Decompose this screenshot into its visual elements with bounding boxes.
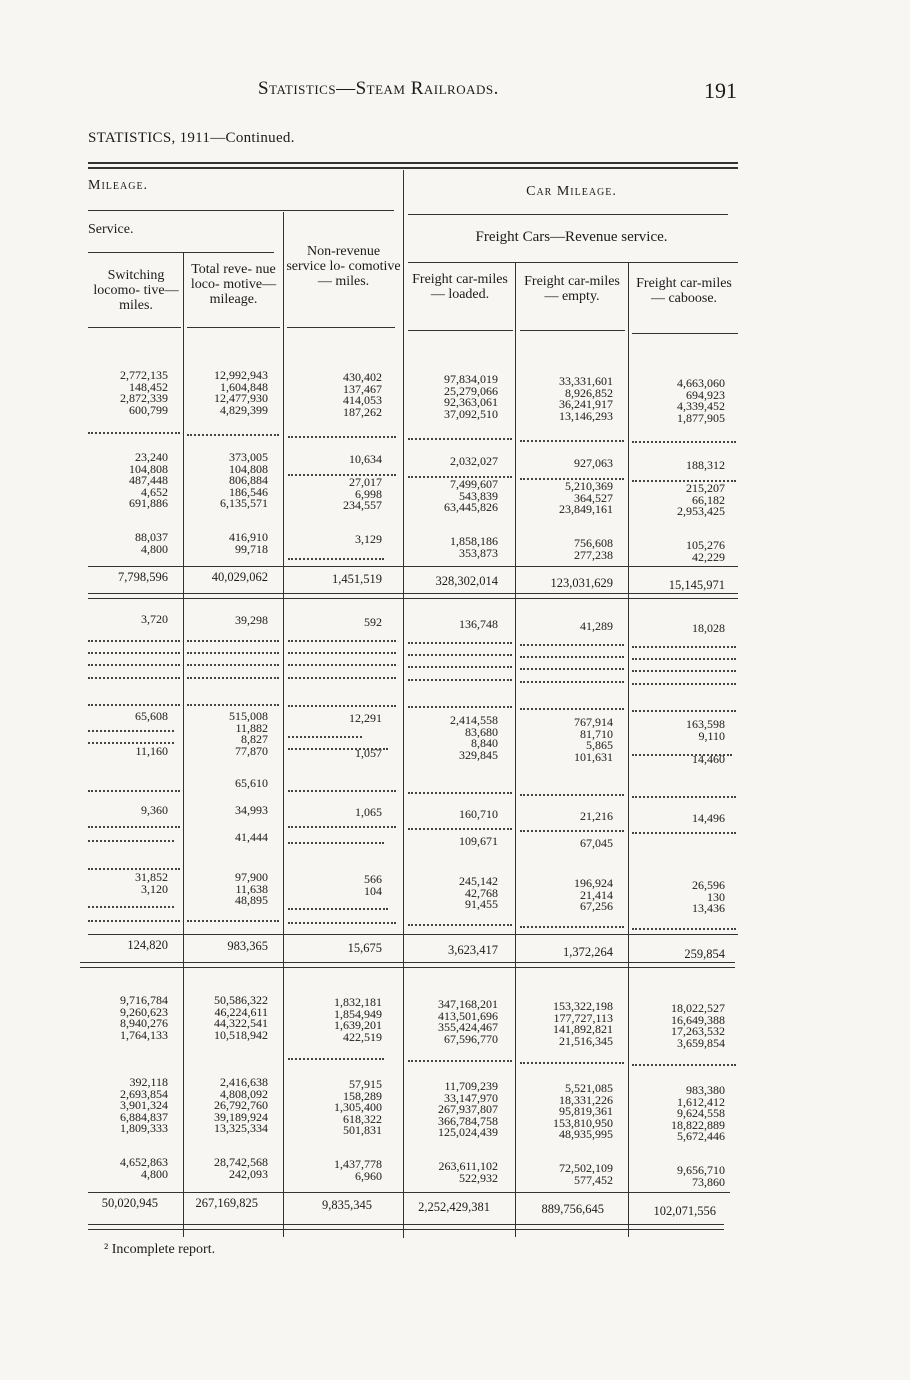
leader-dots <box>520 656 624 658</box>
leader-dots <box>288 677 396 679</box>
table-cell: 10,634 27,017 6,998 234,557 <box>343 452 382 512</box>
leader-dots <box>520 644 624 646</box>
nonrevenue-service-locomotive-miles-header: Non-revenue service lo- comotive— miles. <box>286 244 401 289</box>
table-cell: 1,065 <box>355 805 382 819</box>
table-cell: 21,216 <box>580 809 613 823</box>
header-rule <box>408 330 513 331</box>
total-cell: 15,145,971 <box>668 578 725 592</box>
leader-dots <box>632 480 736 482</box>
table-cell: 263,611,102 522,932 <box>438 1159 498 1185</box>
group-rule <box>80 962 735 963</box>
table-cell: 2,414,558 83,680 8,840 329,845 <box>450 713 498 762</box>
total-cell: 983,365 <box>227 939 268 953</box>
table-cell: 163,598 9,110 14,460 <box>686 717 725 766</box>
leader-dots <box>88 664 180 666</box>
subtotal-rule <box>88 566 738 567</box>
header-rule <box>520 330 625 331</box>
leader-dots <box>187 652 279 654</box>
table-cell: 39,298 <box>235 613 268 627</box>
leader-dots <box>288 640 396 642</box>
table-cell: 2,416,638 4,808,092 26,792,760 39,189,924 13,325,334 <box>214 1075 268 1135</box>
freight-revenue-header: Freight Cars—Revenue service. <box>475 229 668 245</box>
table-cell: 50,586,322 46,224,611 44,322,541 10,518,942 <box>214 993 268 1042</box>
table-cell: 2,772,135 148,452 2,872,339 600,799 <box>120 368 168 417</box>
table-cell: 88,037 4,800 <box>135 530 168 556</box>
column-rule <box>628 262 629 1237</box>
table-cell: 1,858,186 353,873 <box>450 534 498 560</box>
leader-dots <box>520 926 624 928</box>
leader-dots <box>187 704 279 706</box>
leader-dots <box>408 654 512 656</box>
table-cell: 160,710 <box>459 807 498 821</box>
leader-dots <box>632 658 736 660</box>
table-cell: 1,437,778 6,960 <box>334 1157 382 1183</box>
header-rule <box>88 252 274 253</box>
table-cell: 18,028 <box>692 621 725 635</box>
group-rule <box>88 598 738 599</box>
table-cell: 14,496 <box>692 811 725 825</box>
leader-dots <box>520 668 624 670</box>
table-cell: 373,005 104,808 806,884 186,546 6,135,571 <box>220 450 268 510</box>
table-cell: 767,914 81,710 5,865 101,631 <box>574 715 613 764</box>
table-cell: 65,608 11,160 <box>135 709 168 758</box>
total-cell: 15,675 <box>347 941 382 955</box>
leader-dots <box>88 826 180 828</box>
leader-dots <box>88 840 174 842</box>
table-cell: 1,832,181 1,854,949 1,639,201 422,519 <box>334 995 382 1044</box>
table-cell: 41,289 <box>580 619 613 633</box>
leader-dots <box>632 670 736 672</box>
table-top-rule <box>88 162 738 164</box>
leader-dots <box>408 642 512 644</box>
header-rule <box>408 214 728 215</box>
table-cell: 33,331,601 8,926,852 36,241,917 13,146,293 <box>559 374 613 423</box>
leader-dots <box>408 476 512 478</box>
table-bottom-rule <box>88 1229 724 1230</box>
total-cell: 328,302,014 <box>435 574 498 588</box>
leader-dots <box>288 736 362 738</box>
subtotal-rule <box>88 1192 730 1193</box>
header-rule <box>287 327 395 328</box>
group-rule <box>88 593 738 594</box>
table-top-rule <box>88 167 738 169</box>
leader-dots <box>408 1060 512 1062</box>
leader-dots <box>88 790 180 792</box>
table-cell: 34,993 <box>235 803 268 817</box>
total-cell: 9,835,345 <box>322 1198 372 1212</box>
leader-dots <box>88 920 180 922</box>
leader-dots <box>632 928 736 930</box>
total-cell: 40,029,062 <box>211 570 268 584</box>
leader-dots <box>288 1058 384 1060</box>
table-cell: 9,656,710 73,860 <box>677 1163 725 1189</box>
total-revenue-locomotive-mileage-header: Total reve- nue loco- motive— mileage. <box>190 262 277 307</box>
table-cell: 31,852 3,120 <box>135 870 168 896</box>
leader-dots <box>88 742 174 744</box>
table-cell: 9,716,784 9,260,623 8,940,276 1,764,133 <box>120 993 168 1042</box>
column-rule <box>515 262 516 1237</box>
leader-dots <box>288 842 384 844</box>
subtotal-rule <box>88 934 738 935</box>
table-cell: 2,032,027 7,499,607 543,839 63,445,826 <box>444 454 498 514</box>
table-cell: 515,008 11,882 8,827 77,870 <box>229 709 268 758</box>
column-rule <box>283 212 284 1237</box>
table-cell: 5,521,085 18,331,226 95,819,361 153,810,950 48,935,995 <box>553 1081 613 1141</box>
leader-dots <box>187 677 279 679</box>
total-cell: 2,252,429,381 <box>418 1200 490 1214</box>
leader-dots <box>288 474 396 476</box>
table-cell: 196,924 21,414 67,256 <box>574 876 613 913</box>
freight-empty-header: Freight car-miles— empty. <box>524 274 620 304</box>
leader-dots <box>88 677 180 679</box>
column-rule <box>183 252 184 1237</box>
table-cell: 927,063 5,210,369 364,527 23,849,161 <box>559 456 613 516</box>
table-cell: 57,915 158,289 1,305,400 618,322 501,831 <box>334 1077 382 1137</box>
leader-dots <box>88 704 180 706</box>
total-cell: 50,020,945 <box>101 1196 158 1210</box>
leader-dots <box>88 868 180 870</box>
table-cell: 3,720 <box>141 612 168 626</box>
table-cell: 26,596 130 13,436 <box>692 878 725 915</box>
leader-dots <box>288 790 396 792</box>
total-cell: 123,031,629 <box>550 576 613 590</box>
freight-loaded-header: Freight car-miles— loaded. <box>412 272 508 302</box>
freight-caboose-header: Freight car-miles— caboose. <box>636 276 732 306</box>
total-cell: 267,169,825 <box>195 1196 258 1210</box>
leader-dots <box>187 434 279 436</box>
leader-dots <box>520 478 624 480</box>
running-head: Statistics—Steam Railroads. <box>258 78 499 99</box>
leader-dots <box>408 792 512 794</box>
total-cell: 1,372,264 <box>563 945 613 959</box>
table-cell: 23,240 104,808 487,448 4,652 691,886 <box>129 450 168 510</box>
table-bottom-rule <box>88 1224 724 1225</box>
page-number: 191 <box>704 78 737 103</box>
leader-dots <box>408 924 512 926</box>
header-rule <box>187 327 280 328</box>
table-cell: 347,168,201 413,501,696 355,424,467 67,596,770 <box>438 997 498 1046</box>
leader-dots <box>520 830 624 832</box>
table-cell: 67,045 <box>580 836 613 850</box>
table-cell: 983,380 1,612,412 9,624,558 18,822,889 5,672,446 <box>671 1083 725 1143</box>
header-rule <box>408 262 738 263</box>
table-cell: 65,610 <box>235 776 268 790</box>
leader-dots <box>520 681 624 683</box>
leader-dots <box>88 906 174 908</box>
car-mileage-header: Car Mileage. <box>526 184 617 199</box>
table-cell: 245,142 42,768 91,455 <box>459 874 498 911</box>
footnote: ² Incomplete report. <box>104 1242 216 1257</box>
leader-dots <box>408 679 512 681</box>
mileage-header: Mileage. <box>88 178 149 193</box>
leader-dots <box>408 666 512 668</box>
table-cell: 430,402 137,467 414,053 187,262 <box>343 370 382 419</box>
table-cell: 756,608 277,238 <box>574 536 613 562</box>
table-cell: 136,748 <box>459 617 498 631</box>
leader-dots <box>288 908 388 910</box>
table-cell: 97,900 11,638 48,895 <box>235 870 268 907</box>
table-cell: 188,312 215,207 66,182 2,953,425 <box>677 458 725 518</box>
table-cell: 12,291 1,057 <box>349 711 382 760</box>
leader-dots <box>632 441 736 443</box>
header-rule <box>88 327 181 328</box>
total-cell: 259,854 <box>684 947 725 961</box>
total-cell: 1,451,519 <box>332 572 382 586</box>
leader-dots <box>288 558 384 560</box>
leader-dots <box>288 826 396 828</box>
leader-dots <box>288 436 396 438</box>
leader-dots <box>632 796 736 798</box>
header-rule <box>88 210 394 211</box>
column-rule <box>403 170 404 1238</box>
total-cell: 7,798,596 <box>118 570 168 584</box>
leader-dots <box>187 664 279 666</box>
table-cell: 28,742,568 242,093 <box>214 1155 268 1181</box>
leader-dots <box>88 640 180 642</box>
leader-dots <box>408 706 512 708</box>
leader-dots <box>408 828 512 830</box>
leader-dots <box>632 683 736 685</box>
leader-dots <box>632 646 736 648</box>
leader-dots <box>632 754 732 756</box>
table-cell: 566 104 <box>364 872 382 898</box>
leader-dots <box>520 708 624 710</box>
table-cell: 109,671 <box>459 834 498 848</box>
switching-locomotive-miles-header: Switching locomo- tive—miles. <box>93 268 179 313</box>
leader-dots <box>288 748 388 750</box>
table-cell: 41,444 <box>235 830 268 844</box>
group-rule <box>80 967 735 968</box>
table-cell: 9,360 <box>141 803 168 817</box>
leader-dots <box>520 794 624 796</box>
leader-dots <box>288 652 396 654</box>
leader-dots <box>288 922 396 924</box>
leader-dots <box>288 705 396 707</box>
total-cell: 3,623,417 <box>448 943 498 957</box>
total-cell: 124,820 <box>127 938 168 952</box>
total-cell: 889,756,645 <box>541 1202 604 1216</box>
leader-dots <box>88 730 174 732</box>
leader-dots <box>520 1062 624 1064</box>
leader-dots <box>632 832 736 834</box>
table-cell: 592 <box>364 615 382 629</box>
table-cell: 11,709,239 33,147,970 267,937,807 366,784,758 125,024,439 <box>438 1079 498 1139</box>
leader-dots <box>187 640 279 642</box>
leader-dots <box>632 710 736 712</box>
leader-dots <box>88 652 180 654</box>
leader-dots <box>632 1064 736 1066</box>
leader-dots <box>408 438 512 440</box>
service-header: Service. <box>88 222 134 237</box>
table-cell: 3,129 <box>355 532 382 546</box>
table-cell: 4,652,863 4,800 <box>120 1155 168 1181</box>
table-cell: 72,502,109 577,452 <box>559 1161 613 1187</box>
total-cell: 102,071,556 <box>653 1204 716 1218</box>
leader-dots <box>520 440 624 442</box>
table-cell: 97,834,019 25,279,066 92,363,061 37,092,510 <box>444 372 498 421</box>
table-cell: 4,663,060 694,923 4,339,452 1,877,905 <box>677 376 725 425</box>
table-cell: 392,118 2,693,854 3,901,324 6,884,837 1,809,333 <box>120 1075 168 1135</box>
table-cell: 416,910 99,718 <box>229 530 268 556</box>
table-cell: 153,322,198 177,727,113 141,892,821 21,516,345 <box>553 999 613 1048</box>
header-rule <box>632 333 738 334</box>
leader-dots <box>88 432 180 434</box>
table-caption: STATISTICS, 1911—Continued. <box>88 130 295 146</box>
leader-dots <box>288 664 396 666</box>
leader-dots <box>187 920 279 922</box>
table-cell: 105,276 42,229 <box>686 538 725 564</box>
table-cell: 18,022,527 16,649,388 17,263,532 3,659,854 <box>671 1001 725 1050</box>
table-cell: 12,992,943 1,604,848 12,477,930 4,829,399 <box>214 368 268 417</box>
